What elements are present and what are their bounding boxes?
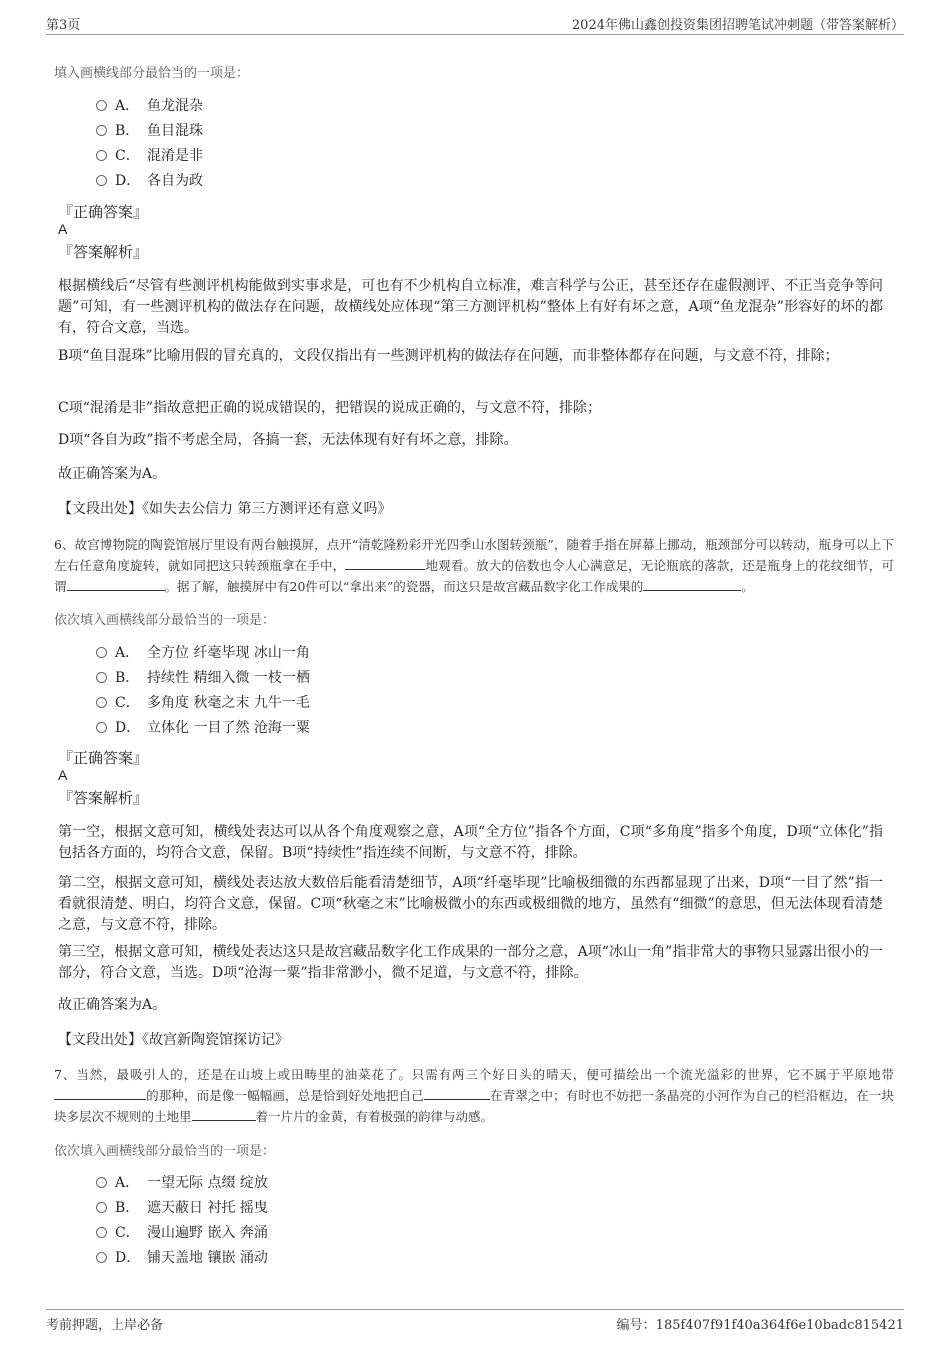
q6-analysis-p2: 第二空，根据文意可知，横线处表达放大数倍后能看清楚细节，A项“纤毫毕现”比喻极细微的东西都显现了出来，D项“一目了然”指一看就很清楚、明白，均符合文意，保留。C项“秋毫之末”比喻极微小的东西或极细微的地方，虽然有“细微”的意思，但无法体现看清楚之意，与文意不符，排除。	[58, 875, 883, 933]
radio-icon[interactable]	[96, 1202, 107, 1213]
radio-icon[interactable]	[96, 1227, 107, 1238]
q7-option-b[interactable]: B． 遮天蔽日 衬托 摇曳	[96, 1197, 268, 1219]
footer-slogan: 考前押题，上岸必备	[46, 1318, 164, 1333]
radio-icon[interactable]	[96, 1252, 107, 1263]
q5-answer: A	[58, 221, 68, 237]
page-header	[46, 14, 904, 35]
q6-source: 【文段出处】《故宫新陶瓷馆探访记》	[58, 1032, 289, 1048]
radio-icon[interactable]	[96, 125, 107, 136]
radio-icon[interactable]	[96, 697, 107, 708]
q6-option-b[interactable]: B． 持续性 精细入微 一枝一栖	[96, 667, 310, 689]
q5-analysis-p2: B项“鱼目混珠”比喻用假的冒充真的，文段仅指出有一些测评机构的做法存在问题，而非整体都存在问题，与文意不符，排除；	[58, 348, 839, 364]
document-id: 编号：185f407f91f40a364f6e10badc815421	[616, 1318, 904, 1333]
q6-options	[96, 642, 310, 739]
radio-icon[interactable]	[96, 722, 107, 733]
q5-option-b[interactable]: B． 鱼目混珠	[96, 120, 203, 142]
radio-icon[interactable]	[96, 175, 107, 186]
blank-line	[54, 1087, 146, 1100]
q6-option-c[interactable]: C． 多角度 秋毫之末 九牛一毛	[96, 692, 310, 714]
q6-answer-label: 『正确答案』	[58, 749, 149, 767]
q7-option-c[interactable]: C． 漫山遍野 嵌入 奔涌	[96, 1222, 268, 1244]
radio-icon[interactable]	[96, 672, 107, 683]
q5-analysis-conclusion: 故正确答案为A。	[58, 466, 167, 482]
radio-icon[interactable]	[96, 100, 107, 111]
q6-analysis-label: 『答案解析』	[58, 789, 149, 807]
q6-analysis-p3: 第三空，根据文意可知，横线处表达这只是故宫藏品数字化工作成果的一部分之意，A项“冰山一角”指非常大的事物只显露出很小的一部分，符合文意，当选。D项“沧海一粟”指非常渺小，微不足道，与文意不符，排除。	[58, 944, 883, 981]
radio-icon[interactable]	[96, 1177, 107, 1188]
blank-line	[192, 1108, 256, 1121]
q5-option-d[interactable]: D． 各自为政	[96, 170, 203, 192]
q6-option-a[interactable]: A． 全方位 纤毫毕现 冰山一角	[96, 642, 310, 664]
q6-prompt: 依次填入画横线部分最恰当的一项是：	[54, 613, 276, 628]
q5-analysis-label: 『答案解析』	[58, 243, 149, 261]
q5-analysis-p1: 根据横线后“尽管有些测评机构能做到实事求是，可也有不少机构自立标准，难言科学与公正，甚至还存在虚假测评、不正当竞争等问题”可知，有一些测评机构的做法存在问题，故横线处应体现“第三方测评机构”整体上有好有坏之意，A项“鱼龙混杂”形容好的坏的都有，符合文意，当选。	[58, 278, 883, 336]
page-number: 第3页	[46, 18, 81, 33]
q5-analysis-p3: C项“混淆是非”指故意把正确的说成错误的，把错误的说成正确的，与文意不符，排除；	[58, 400, 602, 416]
page-footer	[46, 1309, 904, 1340]
q6-analysis-conclusion: 故正确答案为A。	[58, 997, 167, 1013]
q7-options	[96, 1172, 268, 1269]
q5-option-c[interactable]: C． 混淆是非	[96, 145, 203, 167]
q5-options	[96, 95, 203, 192]
q7-prompt: 依次填入画横线部分最恰当的一项是：	[54, 1144, 276, 1159]
radio-icon[interactable]	[96, 647, 107, 658]
blank-line	[67, 578, 165, 591]
q5-source: 【文段出处】《如失去公信力 第三方测评还有意义吗》	[58, 501, 392, 517]
q7-question-text: 7、当然，最吸引人的，还是在山坡上或田畴里的油菜花了。只需有两三个好日头的晴天，便可描绘出一个流光溢彩的世界，它不属于平原地带的那种，而是像一幅幅画，总是恰到好处地把自己 在青翠之中；有时也不妨把一条晶亮的小河作为自己的栏沿框边，在一块块多层次不规则的土地里 着一片片的金黄，有着极强的韵律与动感。	[54, 1067, 894, 1124]
blank-line	[345, 557, 425, 570]
q6-answer: A	[58, 767, 68, 783]
blank-line	[643, 578, 741, 591]
radio-icon[interactable]	[96, 150, 107, 161]
q6-option-d[interactable]: D． 立体化 一目了然 沧海一粟	[96, 717, 310, 739]
q5-answer-label: 『正确答案』	[58, 203, 149, 221]
q6-analysis-p1: 第一空，根据文意可知，横线处表达可以从各个角度观察之意，A项“全方位”指各个方面，C项“多角度”指多个角度，D项“立体化”指包括各方面的，均符合文意，保留。B项“持续性”指连续不间断，与文意不符，排除。	[58, 824, 883, 861]
document-title: 2024年佛山鑫创投资集团招聘笔试冲刺题（带答案解析）	[571, 18, 904, 33]
blank-line	[424, 1087, 490, 1100]
q5-analysis-p4: D项“各自为政”指不考虑全局，各搞一套，无法体现有好有坏之意，排除。	[58, 432, 518, 448]
q6-question-text: 6、故宫博物院的陶瓷馆展厅里设有两台触摸屏，点开“清乾隆粉彩开光四季山水图转颈瓶”，随着手指在屏幕上挪动，瓶颈部分可以转动，瓶身可以上下左右任意角度旋转，就如同把这只转颈瓶拿在手中， 地观看。放大的倍数也令人心满意足，无论瓶底的落款，还是瓶身上的花纹细节，可谓 。据了解，触摸屏中有20件可以“拿出来”的瓷器，而这只是故宫藏品数字化工作成果的 。	[54, 537, 894, 594]
q7-option-a[interactable]: A． 一望无际 点缀 绽放	[96, 1172, 268, 1194]
q7-option-d[interactable]: D． 铺天盖地 镶嵌 涌动	[96, 1247, 268, 1269]
q5-option-a[interactable]: A． 鱼龙混杂	[96, 95, 203, 117]
q5-prompt: 填入画横线部分最恰当的一项是：	[54, 66, 250, 81]
